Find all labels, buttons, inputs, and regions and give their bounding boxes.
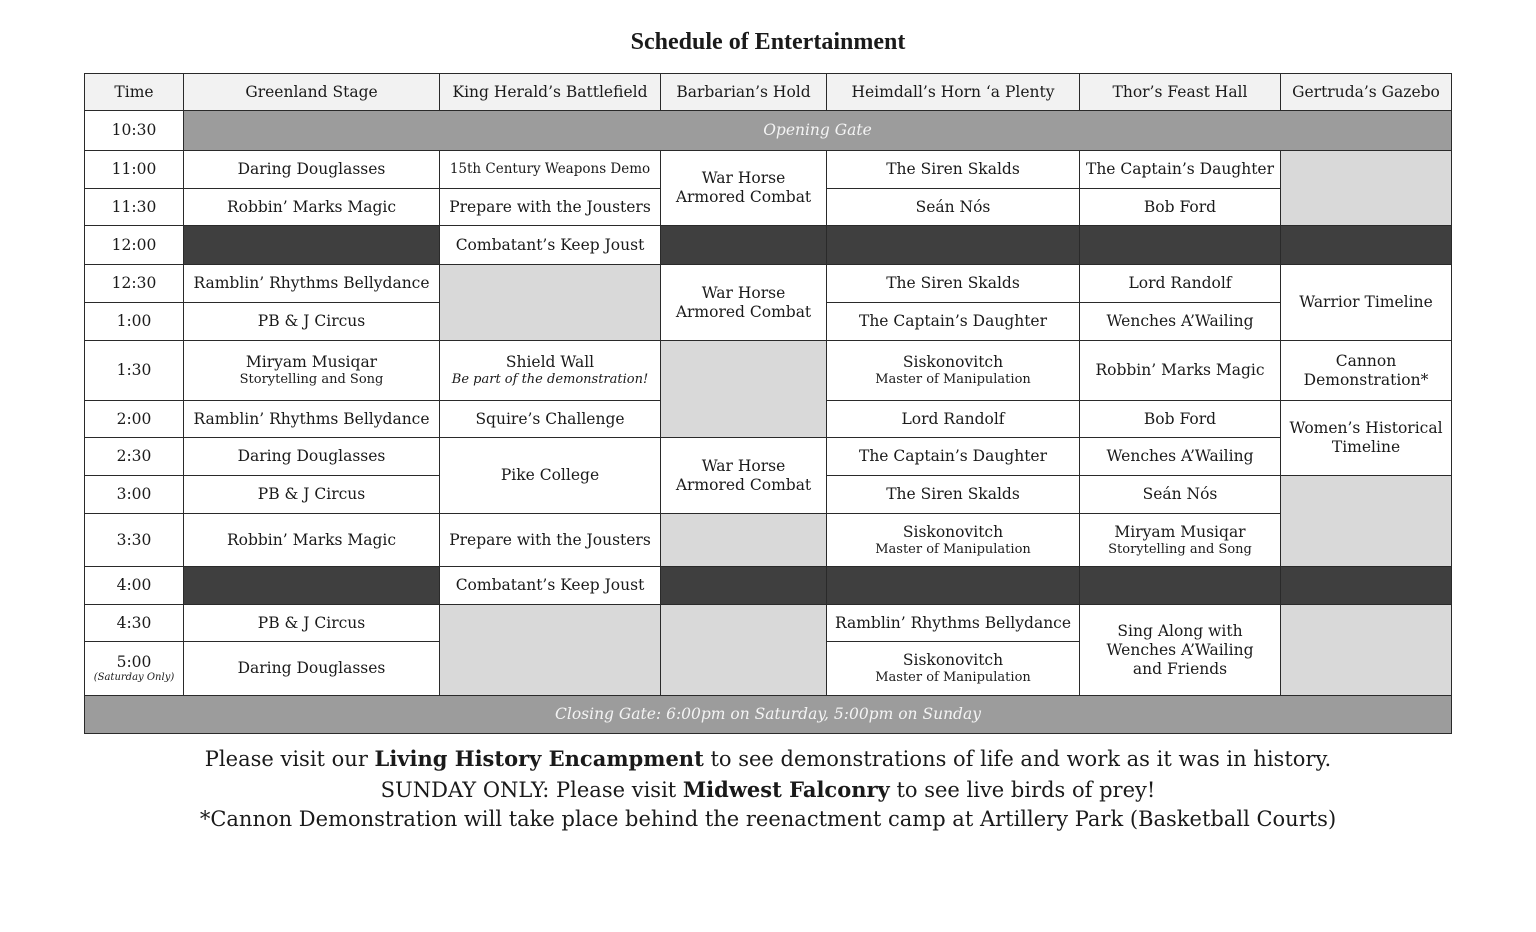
row-closing — [85, 696, 1452, 734]
row-0130 — [85, 341, 1452, 401]
break-cell — [661, 567, 827, 605]
event-cell: Wenches A’Wailing — [1080, 303, 1281, 341]
event-cell: Ramblin’ Rhythms Bellydance — [827, 605, 1080, 642]
event-cell: Seán Nós — [827, 189, 1080, 226]
event-subtitle: Master of Manipulation — [875, 372, 1031, 387]
event-cell: Robbin’ Marks Magic — [184, 189, 440, 226]
note-bold-text: Living History Encampment — [374, 746, 704, 771]
time-cell: 3:00 — [85, 476, 184, 514]
time-cell: 1:00 — [85, 303, 184, 341]
event-cell: 15th Century Weapons Demo — [440, 151, 661, 189]
event-cell: Lord Randolf — [827, 401, 1080, 438]
event-line: Siskonovitch — [902, 651, 1004, 669]
event-subtitle: Master of Manipulation — [875, 670, 1031, 685]
break-cell — [1281, 567, 1452, 605]
event-cell: Wenches A’Wailing — [1080, 438, 1281, 476]
header-barbarians-hold: Barbarian’s Hold — [661, 74, 827, 111]
event-cell: Squire’s Challenge — [440, 401, 661, 438]
header-time: Time — [85, 74, 184, 111]
empty-cell — [440, 605, 661, 696]
event-line: Siskonovitch — [902, 353, 1004, 371]
header-row — [85, 74, 1452, 111]
break-cell — [184, 567, 440, 605]
event-cell: Robbin’ Marks Magic — [184, 514, 440, 567]
note-line-2 — [0, 775, 1536, 806]
event-cell: Daring Douglasses — [184, 151, 440, 189]
event-line: Armored Combat — [675, 188, 812, 206]
event-line: Cannon — [1335, 351, 1397, 370]
break-cell — [827, 226, 1080, 265]
event-cell — [1080, 514, 1281, 567]
empty-cell — [1281, 605, 1452, 696]
row-0230 — [85, 438, 1452, 476]
event-subtitle: Storytelling and Song — [239, 372, 384, 387]
event-cell: The Siren Skalds — [827, 265, 1080, 303]
event-line: and Friends — [1132, 659, 1228, 678]
event-cell: PB & J Circus — [184, 605, 440, 642]
time-cell — [85, 642, 184, 696]
event-cell — [1281, 401, 1452, 476]
header-greenland-stage: Greenland Stage — [184, 74, 440, 111]
event-line: Women’s Historical — [1289, 419, 1443, 437]
event-subtitle: Master of Manipulation — [875, 541, 1031, 557]
note-text: to see live birds of prey! — [889, 777, 1156, 802]
empty-cell — [661, 341, 827, 438]
break-cell — [1080, 567, 1281, 605]
time-cell: 12:00 — [85, 226, 184, 265]
event-cell — [1080, 605, 1281, 696]
event-cell: Prepare with the Jousters — [440, 189, 661, 226]
event-line: Sing Along with — [1117, 621, 1243, 640]
event-cell: The Siren Skalds — [827, 476, 1080, 514]
event-cell — [827, 341, 1080, 401]
time-cell: 10:30 — [85, 111, 184, 151]
row-1030 — [85, 111, 1452, 151]
event-line: Armored Combat — [675, 302, 812, 321]
event-subtitle: Storytelling and Song — [1108, 541, 1252, 557]
closing-gate-banner: Closing Gate: 6:00pm on Saturday, 5:00pm on Sunday — [85, 696, 1452, 734]
event-subtitle: Be part of the demonstration! — [451, 372, 649, 387]
event-line: Wenches A’Wailing — [1106, 640, 1254, 659]
time-cell: 11:30 — [85, 189, 184, 226]
event-line: Demonstration* — [1303, 370, 1429, 389]
break-cell — [184, 226, 440, 265]
event-cell: Lord Randolf — [1080, 265, 1281, 303]
time-note: (Saturday Only) — [93, 672, 175, 683]
event-cell: Daring Douglasses — [184, 642, 440, 696]
event-line: War Horse — [701, 169, 786, 187]
schedule-table — [84, 73, 1452, 734]
event-cell-war-horse — [661, 265, 827, 341]
event-cell: Pike College — [440, 438, 661, 514]
time-cell: 12:30 — [85, 265, 184, 303]
break-cell — [661, 226, 827, 265]
event-cell — [440, 341, 661, 401]
header-heimdalls-horn: Heimdall’s Horn ‘a Plenty — [827, 74, 1080, 111]
header-gertrudas-gazebo: Gertruda’s Gazebo — [1281, 74, 1452, 111]
note-bold-text: Midwest Falconry — [682, 776, 890, 802]
empty-cell — [1281, 476, 1452, 567]
event-cell: Bob Ford — [1080, 189, 1281, 226]
event-line: Miryam Musiqar — [1114, 522, 1246, 541]
break-cell — [827, 567, 1080, 605]
event-cell: The Captain’s Daughter — [1080, 151, 1281, 189]
time-cell: 4:30 — [85, 605, 184, 642]
event-cell: Seán Nós — [1080, 476, 1281, 514]
break-cell — [1281, 226, 1452, 265]
empty-cell — [440, 265, 661, 341]
note-text: SUNDAY ONLY: Please visit — [380, 777, 683, 802]
row-1230 — [85, 265, 1452, 303]
event-cell: Robbin’ Marks Magic — [1080, 341, 1281, 401]
event-cell: Ramblin’ Rhythms Bellydance — [184, 401, 440, 438]
empty-cell — [661, 605, 827, 696]
time-cell: 1:30 — [85, 341, 184, 401]
event-cell: The Captain’s Daughter — [827, 438, 1080, 476]
event-cell: Bob Ford — [1080, 401, 1281, 438]
event-cell: Ramblin’ Rhythms Bellydance — [184, 265, 440, 303]
event-cell — [827, 514, 1080, 567]
break-cell — [1080, 226, 1281, 265]
event-cell: Prepare with the Jousters — [440, 514, 661, 567]
row-0400 — [85, 567, 1452, 605]
event-cell-war-horse — [661, 151, 827, 226]
event-line: Siskonovitch — [902, 522, 1004, 541]
event-line: War Horse — [701, 456, 786, 475]
event-cell: PB & J Circus — [184, 476, 440, 514]
event-cell-war-horse — [661, 438, 827, 514]
header-king-heralds-battlefield: King Herald’s Battlefield — [440, 74, 661, 111]
row-1100 — [85, 151, 1452, 189]
event-cell — [1281, 341, 1452, 401]
event-cell: Combatant’s Keep Joust — [440, 567, 661, 605]
time-cell: 3:30 — [85, 514, 184, 567]
event-cell — [184, 341, 440, 401]
event-cell: Combatant’s Keep Joust — [440, 226, 661, 265]
event-cell: The Siren Skalds — [827, 151, 1080, 189]
event-line: Shield Wall — [505, 353, 595, 371]
note-text: to see demonstrations of life and work as it was in history. — [703, 747, 1332, 771]
event-cell: The Captain’s Daughter — [827, 303, 1080, 341]
time-cell: 2:00 — [85, 401, 184, 438]
time-cell: 4:00 — [85, 567, 184, 605]
footer-notes — [0, 744, 1536, 835]
page-title: Schedule of Entertainment — [630, 29, 906, 55]
time-label: 5:00 — [116, 653, 152, 671]
event-cell: PB & J Circus — [184, 303, 440, 341]
opening-gate-banner: Opening Gate — [184, 111, 1452, 151]
empty-cell — [1281, 151, 1452, 226]
time-cell: 11:00 — [85, 151, 184, 189]
row-1200 — [85, 226, 1452, 265]
time-cell: 2:30 — [85, 438, 184, 476]
event-line: War Horse — [701, 283, 786, 302]
note-line-1 — [0, 744, 1536, 775]
row-0430 — [85, 605, 1452, 642]
note-line-3: *Cannon Demonstration will take place behind the reenactment camp at Artillery Park (Basketball Courts) — [199, 807, 1337, 831]
event-line: Armored Combat — [675, 475, 812, 494]
empty-cell — [661, 514, 827, 567]
event-cell: Warrior Timeline — [1281, 265, 1452, 341]
row-0330 — [85, 514, 1452, 567]
event-line: Miryam Musiqar — [245, 353, 378, 371]
event-cell: Daring Douglasses — [184, 438, 440, 476]
event-cell — [827, 642, 1080, 696]
note-text: Please visit our — [204, 747, 375, 771]
header-thors-feast-hall: Thor’s Feast Hall — [1080, 74, 1281, 111]
event-line: Timeline — [1331, 438, 1401, 456]
